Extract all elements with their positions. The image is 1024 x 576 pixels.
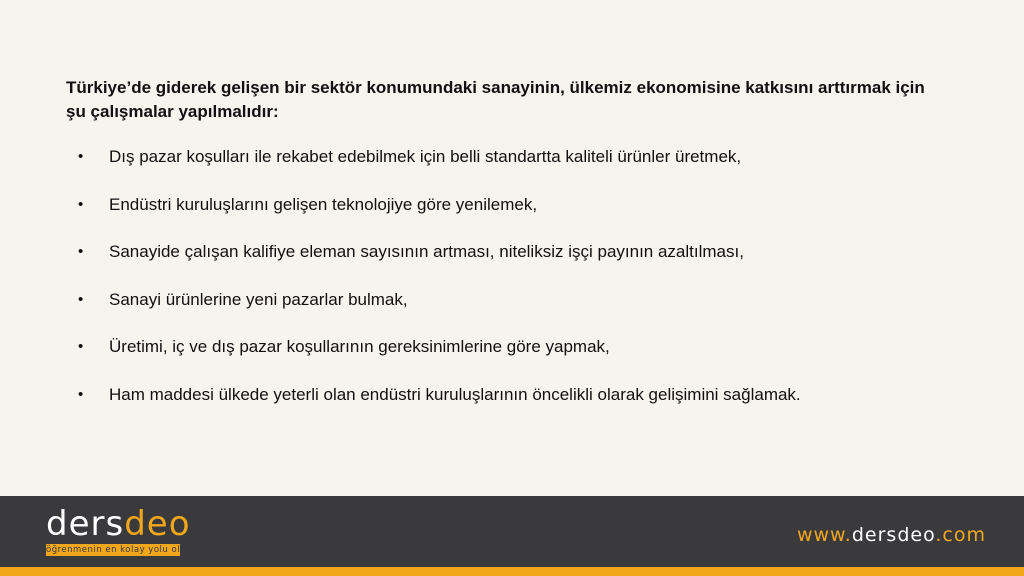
website-domain: dersdeo <box>851 524 936 546</box>
footer-accent-stripe <box>0 567 1024 576</box>
bullet-marker: • <box>78 385 84 403</box>
list-item <box>66 193 946 241</box>
intro-heading: Türkiye’de giderek gelişen bir sektör konumundaki sanayinin, ülkemiz ekonomisine katkısını arttırmak için şu çalışmalar yapılmalıdır: <box>66 78 925 121</box>
bullet-list <box>66 145 946 431</box>
bullet-marker: • <box>78 243 84 261</box>
dersdeo-logo <box>46 504 191 558</box>
footer-bar <box>0 496 1024 576</box>
website-prefix: www. <box>796 524 852 546</box>
website-suffix: .com <box>935 524 986 546</box>
logo-word-deo: deo <box>124 504 191 544</box>
list-item <box>66 288 946 336</box>
bullet-text: Üretimi, iç ve dış pazar koşullarının gereksinimlerine göre yapmak, <box>109 337 610 357</box>
bullet-marker: • <box>78 290 84 308</box>
bullet-marker: • <box>78 195 84 213</box>
bullet-text: Sanayi ürünlerine yeni pazarlar bulmak, <box>109 289 408 309</box>
bullet-text: Sanayide çalışan kalifiye eleman sayısının artması, niteliksiz işçi payının azaltılması, <box>109 242 744 262</box>
bullet-text: Ham maddesi ülkede yeterli olan endüstri kuruluşlarının öncelikli olarak gelişimini sağlamak. <box>109 384 801 404</box>
logo-tagline: öğrenmenin en kolay yolu ol <box>46 545 181 555</box>
list-item <box>66 335 946 383</box>
list-item <box>66 240 946 288</box>
bullet-marker: • <box>78 338 84 356</box>
list-item <box>66 145 946 193</box>
bullet-text: Dış pazar koşulları ile rekabet edebilmek için belli standartta kaliteli ürünler üretmek, <box>109 147 742 166</box>
bullet-marker: • <box>78 148 84 165</box>
website-link[interactable] <box>797 523 986 547</box>
logo-wordmark <box>46 504 191 544</box>
list-item <box>66 383 946 431</box>
logo-word-ders: ders <box>46 504 125 544</box>
bullet-text: Endüstri kuruluşlarını gelişen teknolojiye göre yenilemek, <box>109 194 538 214</box>
